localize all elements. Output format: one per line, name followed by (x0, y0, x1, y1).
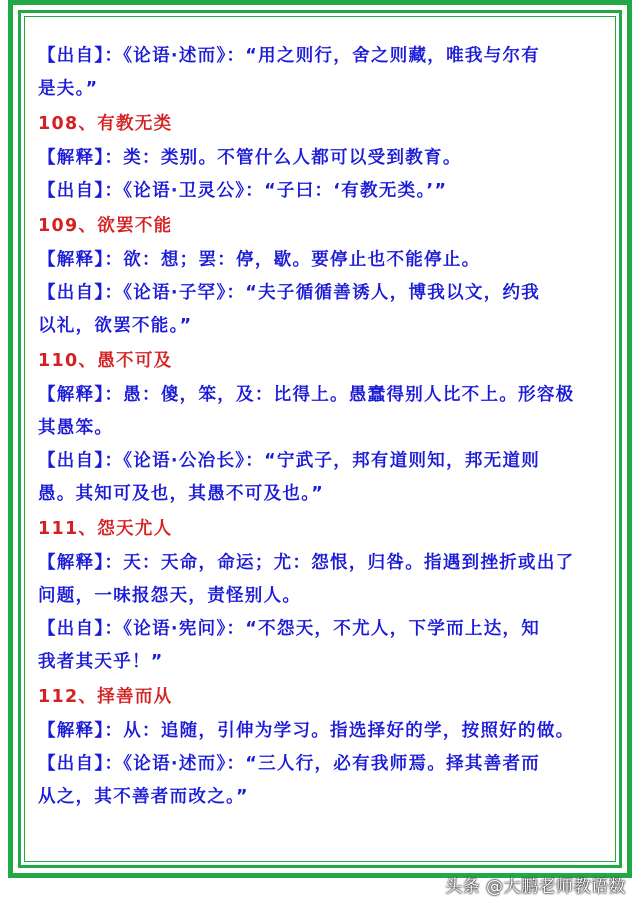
source-line: 【出自】：《论语·子罕》：“夫子循循善诱人，博我以文，约我 (38, 283, 541, 303)
idiom-title: 109、欲罢不能 (38, 216, 173, 236)
explanation-line: 【解释】：从：追随，引伸为学习。指选择好的学，按照好的做。 (38, 721, 575, 741)
explanation-line: 其愚笨。 (38, 418, 114, 438)
source-line: 【出自】：《论语·述而》：“三人行，必有我师焉。择其善者而 (38, 754, 541, 774)
source-line: 【出自】：《论语·宪问》：“不怨天，不尤人，下学而上达，知 (38, 619, 541, 639)
idiom-list (38, 40, 608, 814)
explanation-line: 问题，一味报怨天，责怪别人。 (38, 586, 302, 606)
idiom-title: 112、择善而从 (38, 687, 173, 707)
watermark: 头条 @大鹏老师教语数 (445, 877, 626, 897)
source-line: 是夫。” (38, 79, 99, 99)
source-line: 以礼，欲罢不能。” (38, 316, 193, 336)
idiom-title: 108、有教无类 (38, 114, 173, 134)
explanation-line: 【解释】：欲：想；罢：停，歇。要停止也不能停止。 (38, 250, 481, 270)
idiom-title: 110、愚不可及 (38, 351, 173, 371)
source-line: 【出自】：《论语·卫灵公》：“子曰：‘有教无类。’” (38, 181, 448, 201)
idiom-title: 111、怨天尤人 (38, 519, 173, 539)
source-line: 从之，其不善者而改之。” (38, 787, 249, 807)
explanation-line: 【解释】：愚：傻，笨，及：比得上。愚蠢得别人比不上。形容极 (38, 385, 575, 405)
source-line: 【出自】：《论语·公冶长》：“宁武子，邦有道则知，邦无道则 (38, 451, 541, 471)
source-line: 【出自】：《论语·述而》：“用之则行，舍之则藏，唯我与尔有 (38, 46, 541, 66)
source-line: 愚。其知可及也，其愚不可及也。” (38, 484, 325, 504)
source-line: 我者其天乎！” (38, 652, 164, 672)
explanation-line: 【解释】：类：类别。不管什么人都可以受到教育。 (38, 148, 462, 168)
explanation-line: 【解释】：天：天命，命运；尤：怨恨，归咎。指遇到挫折或出了 (38, 553, 575, 573)
